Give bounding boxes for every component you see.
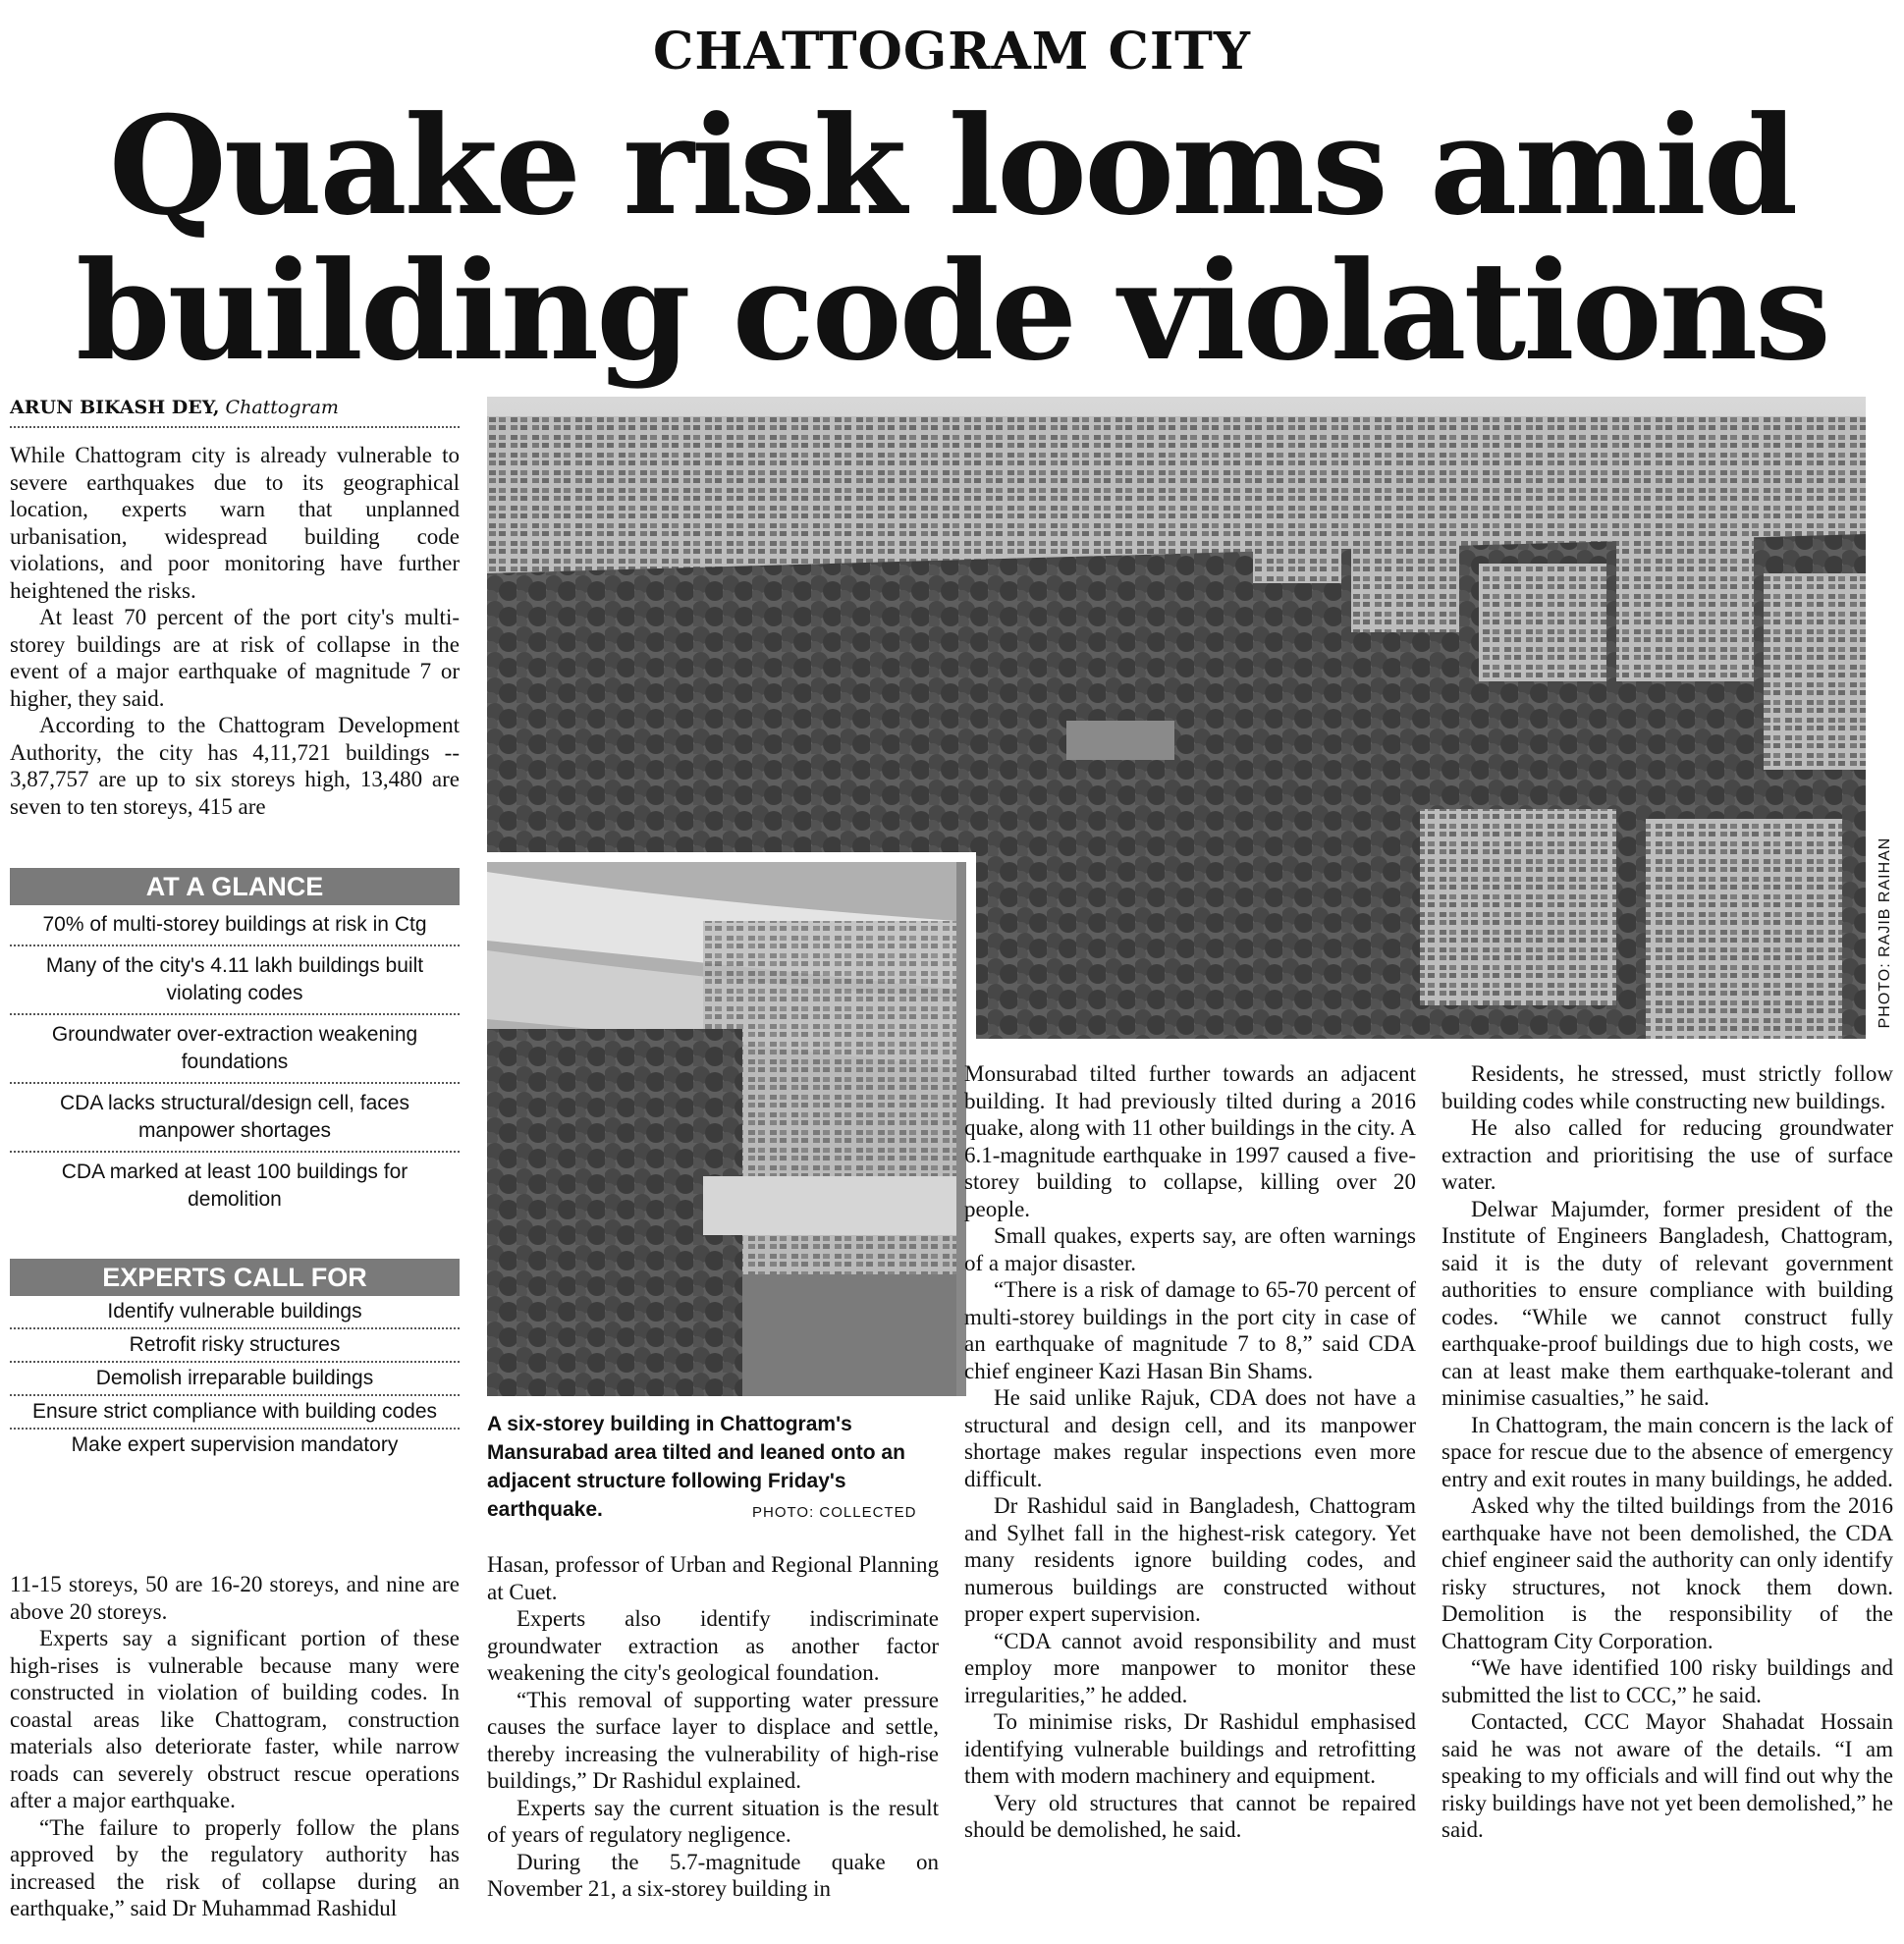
- paragraph: Delwar Majumder, former president of the Institute of Engineers Bangladesh, Chattogram, said it is the duty of relevant government authorities to ensure compliance with building codes. “While we cannot construct fully earthquake-proof buildings due to high costs, we can at least make them earthquake-tolerant and minimise casualties,” he said.: [1442, 1196, 1893, 1410]
- paragraph: Residents, he stressed, must strictly follow building codes while constructing new buildings.: [1442, 1061, 1893, 1113]
- expert-item: Retrofit risky structures: [10, 1329, 460, 1363]
- article-column-4: [1442, 1060, 1893, 1844]
- glance-item: Groundwater over-extraction weakening foundations: [10, 1015, 460, 1084]
- paragraph: According to the Chattogram Development Authority, the city has 4,11,721 buildings -- 3,87,757 are up to six storeys high, 13,480 are seven to ten storeys, 415 are: [10, 713, 460, 819]
- headline-line-1: Quake risk looms amid: [108, 85, 1796, 245]
- at-a-glance-box: [10, 868, 460, 1219]
- paragraph: Asked why the tilted buildings from the 2016 earthquake have not been demolished, the CDA chief engineer said the authority can only identify risky structures, not knock them down. Demolition is the responsibility of the Chattogram City Corporation.: [1442, 1493, 1893, 1653]
- headline-line-2: building code violations: [76, 231, 1828, 391]
- expert-item: Demolish irreparable buildings: [10, 1363, 460, 1396]
- paragraph: In Chattogram, the main concern is the lack of space for rescue due to the absence of emergency entry and exit routes in many buildings, he added.: [1442, 1412, 1893, 1491]
- paragraph: Small quakes, experts say, are often warnings of a major disaster.: [964, 1223, 1416, 1275]
- tilted-building-illustration: [487, 862, 956, 1396]
- article-column-1-top: [10, 442, 460, 820]
- paragraph: At least 70 percent of the port city's multi-storey buildings are at risk of collapse in the event of a major earthquake of magnitude 7 or higher, they said.: [10, 605, 460, 711]
- paragraph: 11-15 storeys, 50 are 16-20 storeys, and nine are above 20 storeys.: [10, 1572, 460, 1624]
- glance-item: CDA lacks structural/design cell, faces manpower shortages: [10, 1084, 460, 1153]
- paragraph: “We have identified 100 risky buildings and submitted the list to CCC,” he said.: [1442, 1655, 1893, 1707]
- paragraph: Hasan, professor of Urban and Regional Planning at Cuet.: [487, 1552, 939, 1604]
- glance-item: Many of the city's 4.11 lakh buildings built violating codes: [10, 946, 460, 1015]
- byline-author: ARUN BIKASH DEY,: [10, 397, 220, 418]
- paragraph: Very old structures that cannot be repaired should be demolished, he said.: [964, 1790, 1416, 1842]
- paragraph: Experts also identify indiscriminate groundwater extraction as another factor weakening the city's geological foundation.: [487, 1606, 939, 1685]
- byline-location: Chattogram: [225, 397, 339, 418]
- paragraph: Experts say a significant portion of these high-rises is vulnerable because many were constructed in violation of building codes. In coastal areas like Chattogram, construction materials also deteriorate faster, while narrow roads can severely obstruct rescue operations after a major earthquake.: [10, 1626, 460, 1812]
- paragraph: He said unlike Rajuk, CDA does not have a structural and design cell, and its manpower shortage makes regular inspections even more difficult.: [964, 1385, 1416, 1491]
- glance-item: 70% of multi-storey buildings at risk in Ctg: [10, 905, 460, 946]
- headline: [39, 85, 1865, 391]
- expert-item: Ensure strict compliance with building codes: [10, 1396, 460, 1430]
- caption-photo-credit: PHOTO: COLLECTED: [752, 1504, 917, 1521]
- paragraph: Monsurabad tilted further towards an adjacent building. It had previously tilted during a 2016 quake, along with 11 other buildings in the city. A 6.1-magnitude earthquake in 1997 caused a five-storey building to collapse, killing over 20 people.: [964, 1061, 1416, 1221]
- paragraph: “There is a risk of damage to 65-70 percent of multi-storey buildings in the port city in case of an earthquake of magnitude 7 to 8,” said CDA chief engineer Kazi Hasan Bin Shams.: [964, 1277, 1416, 1383]
- main-photo-credit: [1876, 825, 1895, 1041]
- paragraph: During the 5.7-magnitude quake on November 21, a six-storey building in: [487, 1849, 939, 1901]
- at-a-glance-title: AT A GLANCE: [10, 868, 460, 905]
- paragraph: To minimise risks, Dr Rashidul emphasised identifying vulnerable buildings and retrofitting them with modern machinery and equipment.: [964, 1709, 1416, 1788]
- paragraph: He also called for reducing groundwater extraction and prioritising the use of surface water.: [1442, 1115, 1893, 1194]
- section-kicker: CHATTOGRAM CITY: [652, 22, 1251, 81]
- paragraph: While Chattogram city is already vulnerable to severe earthquakes due to its geographical location, experts warn that unplanned urbanisation, widespread building code violations, and poor monitoring have further heightened the risks.: [10, 443, 460, 603]
- paragraph: Experts say the current situation is the result of years of regulatory negligence.: [487, 1795, 939, 1847]
- expert-item: Make expert supervision mandatory: [71, 1433, 399, 1456]
- photo-caption: A six-storey building in Chattogram's Mansurabad area tilted and leaned onto an adjacent structure following Friday's earthquake.: [487, 1413, 905, 1521]
- experts-call-for-box: [10, 1259, 460, 1461]
- paragraph: “CDA cannot avoid responsibility and must employ more manpower to monitor these irregularities,” he added.: [964, 1628, 1416, 1707]
- tilted-building-photo: [487, 852, 976, 1396]
- paragraph: “The failure to properly follow the plans approved by the regulatory authority has increased the risk of collapse during an earthquake,” said Dr Muhammad Rashidul: [10, 1814, 460, 1920]
- paragraph: Dr Rashidul said in Bangladesh, Chattogram and Sylhet fall in the highest-risk category. Yet many residents ignore building codes, and numerous buildings are constructed without proper expert supervision.: [964, 1493, 1416, 1626]
- expert-item: Identify vulnerable buildings: [10, 1296, 460, 1329]
- article-column-3: [964, 1060, 1416, 1844]
- article-column-1-bottom: [10, 1571, 460, 1922]
- paragraph: Contacted, CCC Mayor Shahadat Hossain said he was not aware of the details. “I am speaking to my officials and will find out why the risky buildings have not yet been demolished,” he said.: [1442, 1709, 1893, 1842]
- experts-call-for-title: EXPERTS CALL FOR: [10, 1259, 460, 1296]
- paragraph: “This removal of supporting water pressure causes the surface layer to displace and settle, thereby increasing the vulnerability of high-rise buildings,” Dr Rashidul explained.: [487, 1687, 939, 1793]
- main-photo-credit-text: PHOTO: RAJIB RAIHAN: [1877, 837, 1893, 1029]
- glance-item: CDA marked at least 100 buildings for demolition: [61, 1161, 408, 1211]
- byline: [10, 397, 460, 428]
- article-column-2: [487, 1551, 939, 1903]
